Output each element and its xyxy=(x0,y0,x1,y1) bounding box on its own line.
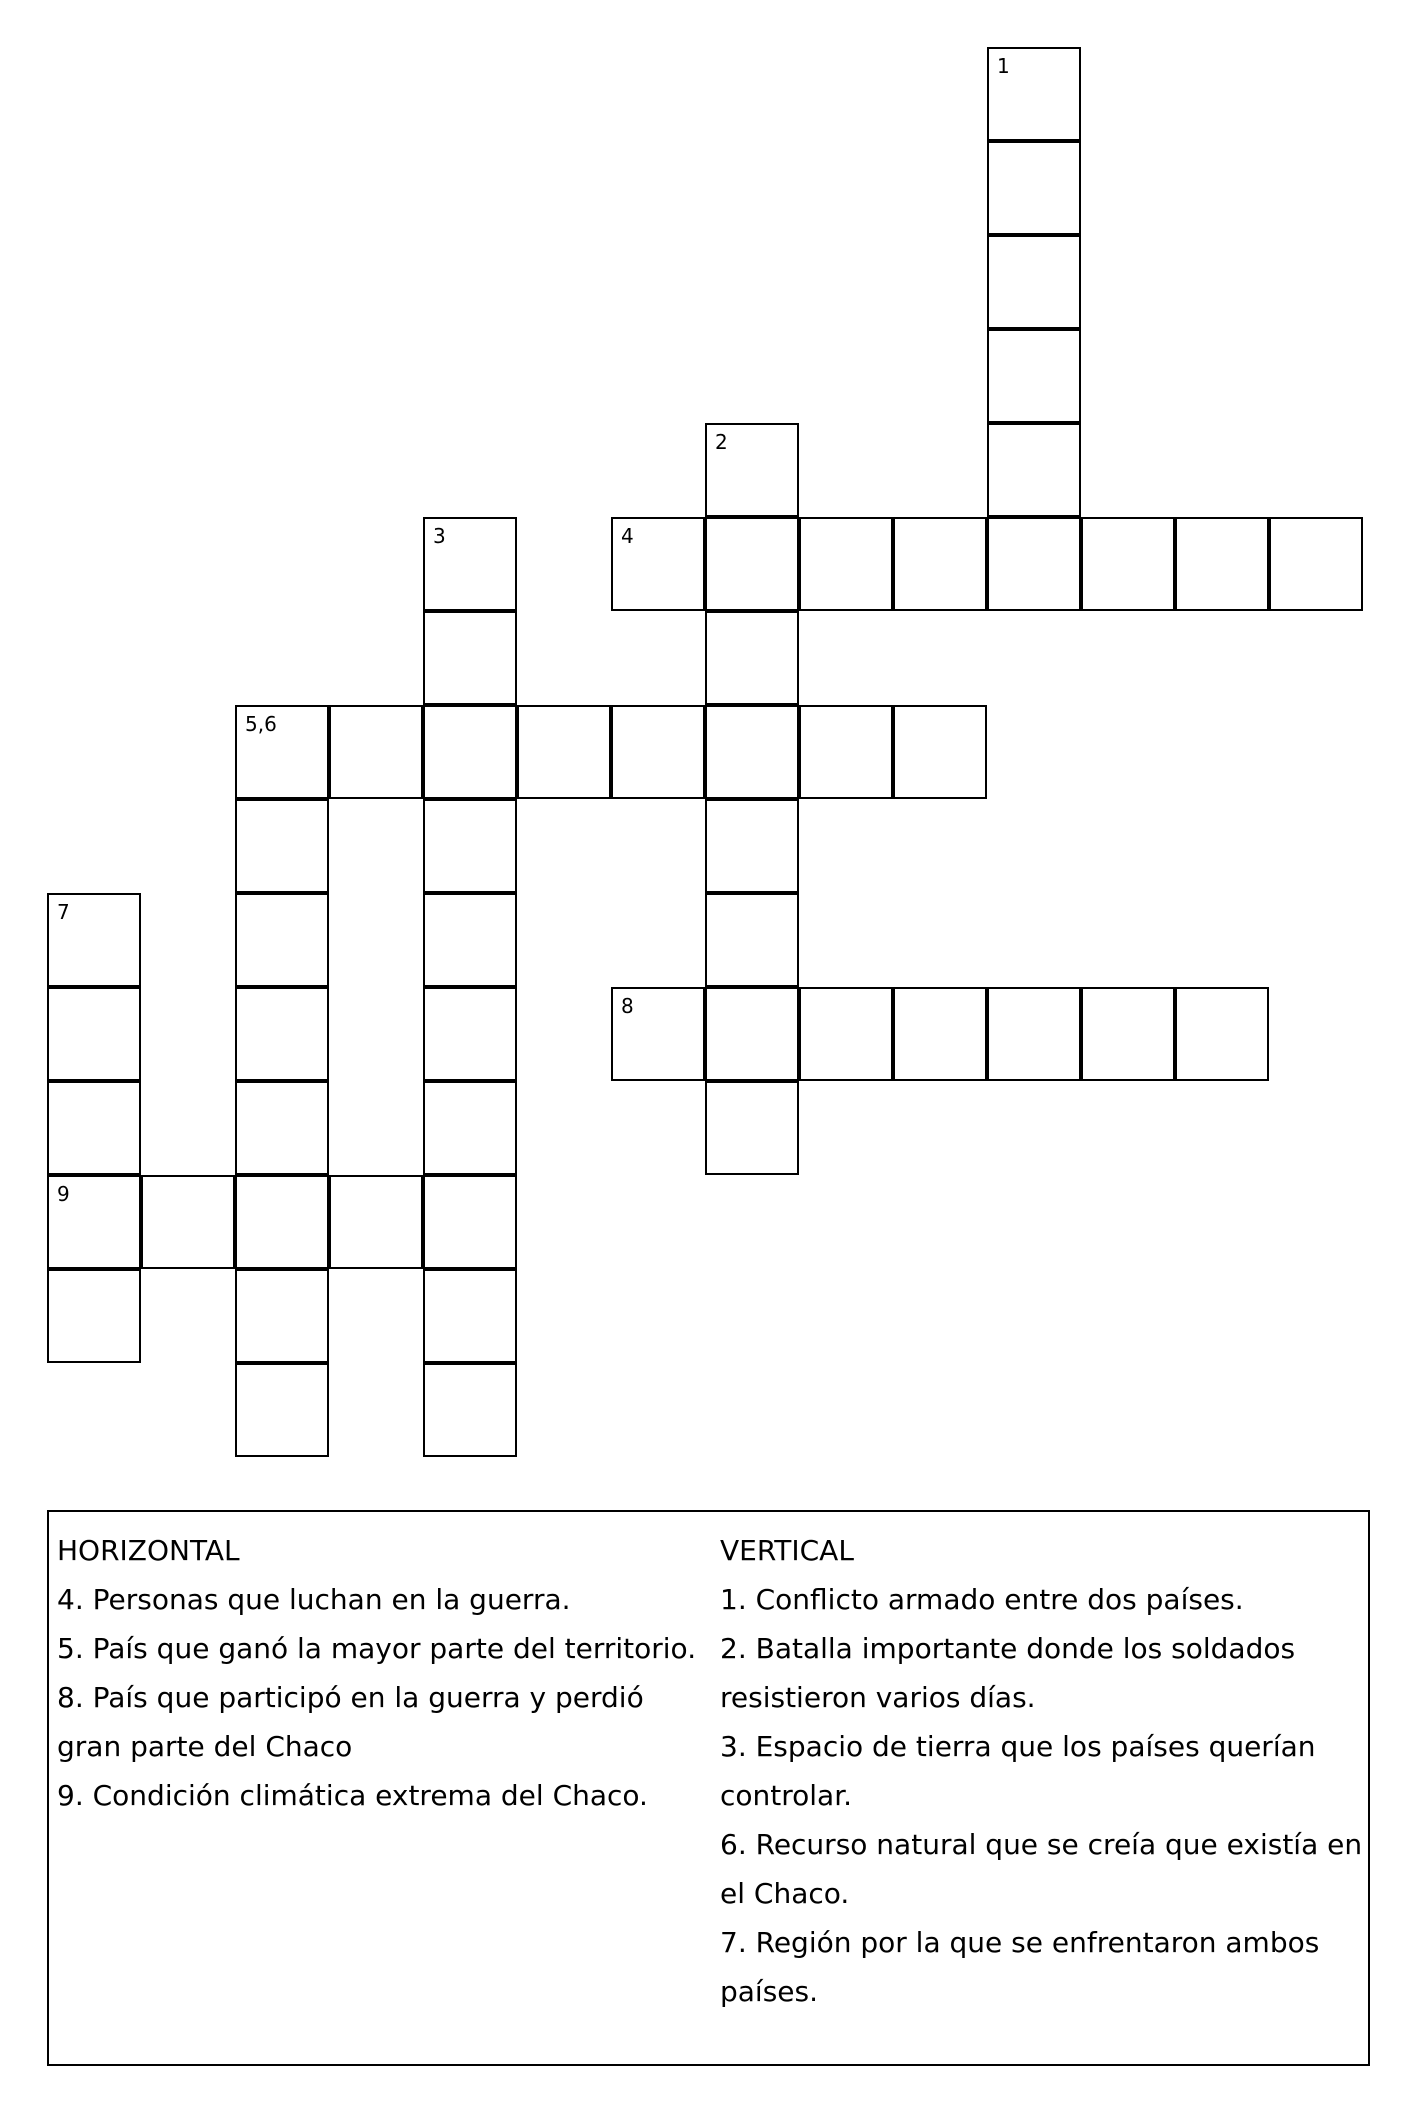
clues-box xyxy=(47,1510,1370,2066)
grid-cell[interactable] xyxy=(47,987,141,1081)
grid-cell[interactable] xyxy=(47,1175,141,1269)
grid-cell[interactable] xyxy=(893,517,987,611)
clue-h9: 9. Condición climática extrema del Chaco. xyxy=(57,1779,648,1812)
grid-cell[interactable] xyxy=(987,141,1081,235)
grid-cell[interactable] xyxy=(705,423,799,517)
grid-cell[interactable] xyxy=(47,1269,141,1363)
grid-cell[interactable] xyxy=(423,1363,517,1457)
grid-cell[interactable] xyxy=(1081,517,1175,611)
clue-v3: 3. Espacio de tierra que los países querían controlar. xyxy=(720,1730,1316,1812)
grid-cell[interactable] xyxy=(705,799,799,893)
clue-number: 2 xyxy=(715,430,728,454)
grid-cell[interactable] xyxy=(141,1175,235,1269)
grid-cell[interactable] xyxy=(235,1269,329,1363)
grid-cell[interactable] xyxy=(235,1081,329,1175)
grid-cell[interactable] xyxy=(705,893,799,987)
grid-cell[interactable] xyxy=(987,329,1081,423)
clue-v1: 1. Conflicto armado entre dos países. xyxy=(720,1583,1244,1616)
vertical-heading: VERTICAL xyxy=(720,1534,854,1567)
horizontal-heading: HORIZONTAL xyxy=(57,1534,240,1567)
clue-number: 9 xyxy=(57,1182,70,1206)
grid-cell[interactable] xyxy=(423,611,517,705)
grid-cell[interactable] xyxy=(799,705,893,799)
clue-number: 3 xyxy=(433,524,446,548)
grid-cell[interactable] xyxy=(893,987,987,1081)
grid-cell[interactable] xyxy=(987,423,1081,517)
grid-cell[interactable] xyxy=(423,1081,517,1175)
grid-cell[interactable] xyxy=(799,517,893,611)
grid-cell[interactable] xyxy=(329,1175,423,1269)
grid-cell[interactable] xyxy=(235,1175,329,1269)
grid-cell[interactable] xyxy=(235,799,329,893)
grid-cell[interactable] xyxy=(1269,517,1363,611)
clue-v6: 6. Recurso natural que se creía que existía en el Chaco. xyxy=(720,1828,1363,1910)
grid-cell[interactable] xyxy=(705,611,799,705)
horizontal-clues xyxy=(57,1526,707,1820)
clue-number: 8 xyxy=(621,994,634,1018)
clue-h8: 8. País que participó en la guerra y perdió gran parte del Chaco xyxy=(57,1681,644,1763)
grid-cell[interactable] xyxy=(423,517,517,611)
grid-cell[interactable] xyxy=(329,705,423,799)
grid-cell[interactable] xyxy=(47,893,141,987)
grid-cell[interactable] xyxy=(893,705,987,799)
grid-cell[interactable] xyxy=(423,893,517,987)
grid-cell[interactable] xyxy=(705,705,799,799)
clue-v2: 2. Batalla importante donde los soldados resistieron varios días. xyxy=(720,1632,1296,1714)
grid-cell[interactable] xyxy=(1081,987,1175,1081)
grid-cell[interactable] xyxy=(423,705,517,799)
clue-h5: 5. País que ganó la mayor parte del territorio. xyxy=(57,1632,697,1665)
clue-number: 1 xyxy=(997,54,1010,78)
clue-number: 5,6 xyxy=(245,712,277,736)
grid-cell[interactable] xyxy=(235,1363,329,1457)
clue-number: 4 xyxy=(621,524,634,548)
clue-v7: 7. Región por la que se enfrentaron ambos países. xyxy=(720,1926,1320,2008)
grid-cell[interactable] xyxy=(517,705,611,799)
grid-cell[interactable] xyxy=(1175,517,1269,611)
grid-cell[interactable] xyxy=(987,235,1081,329)
grid-cell[interactable] xyxy=(705,1081,799,1175)
grid-cell[interactable] xyxy=(423,987,517,1081)
grid-cell[interactable] xyxy=(423,799,517,893)
vertical-clues xyxy=(720,1526,1365,2016)
grid-cell[interactable] xyxy=(235,893,329,987)
grid-cell[interactable] xyxy=(235,705,329,799)
grid-cell[interactable] xyxy=(47,1081,141,1175)
clue-number: 7 xyxy=(57,900,70,924)
grid-cell[interactable] xyxy=(987,517,1081,611)
grid-cell[interactable] xyxy=(611,517,705,611)
grid-cell[interactable] xyxy=(235,987,329,1081)
grid-cell[interactable] xyxy=(799,987,893,1081)
grid-cell[interactable] xyxy=(423,1269,517,1363)
grid-cell[interactable] xyxy=(1175,987,1269,1081)
clue-h4: 4. Personas que luchan en la guerra. xyxy=(57,1583,571,1616)
grid-cell[interactable] xyxy=(611,987,705,1081)
grid-cell[interactable] xyxy=(987,987,1081,1081)
grid-cell[interactable] xyxy=(987,47,1081,141)
grid-cell[interactable] xyxy=(423,1175,517,1269)
grid-cell[interactable] xyxy=(705,987,799,1081)
grid-cell[interactable] xyxy=(611,705,705,799)
grid-cell[interactable] xyxy=(705,517,799,611)
